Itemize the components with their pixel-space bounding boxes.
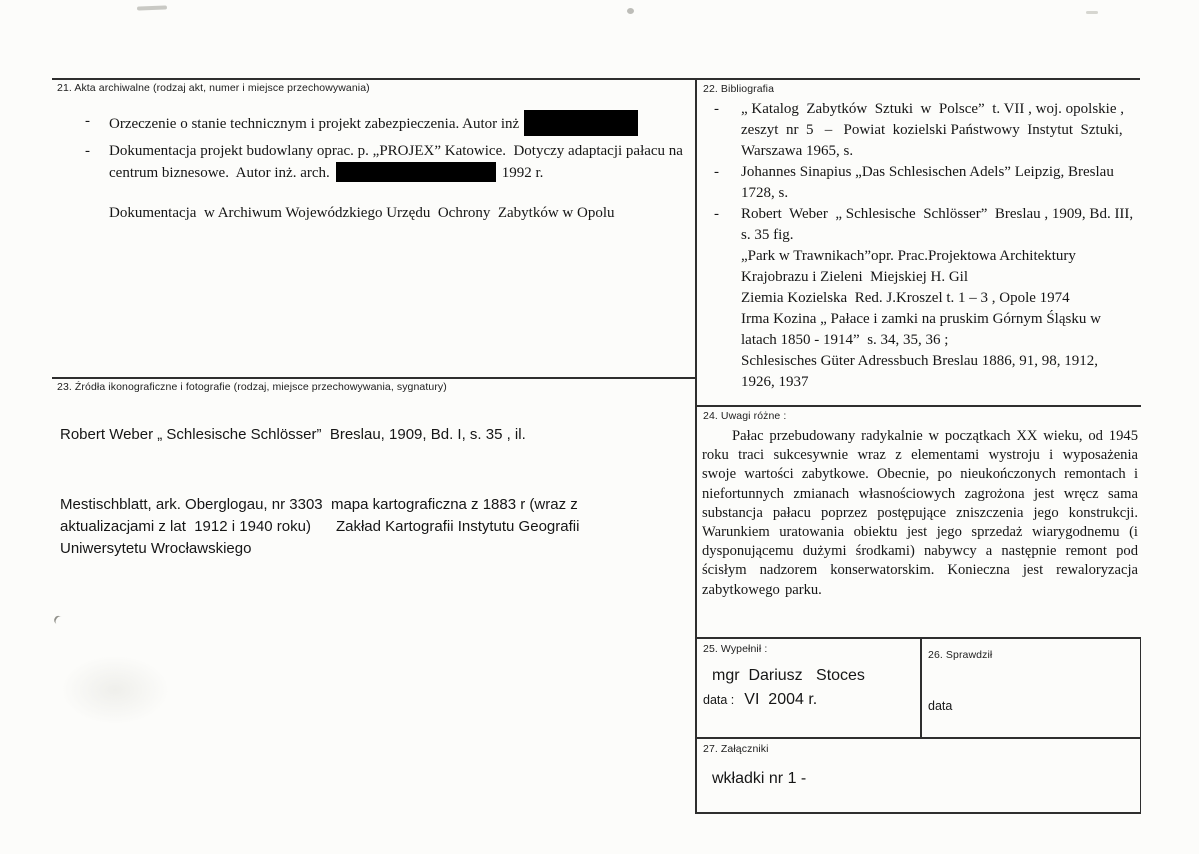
bibliography-entry <box>714 99 1138 162</box>
divider-section27-horizontal <box>695 737 1141 739</box>
section-21-content <box>85 110 693 224</box>
archival-item-2-text <box>109 140 693 184</box>
section-21-label: 21. Akta archiwalne (rodzaj akt, numer i miejsce przechowywania) <box>57 82 370 94</box>
divider-bottom-horizontal <box>695 812 1141 814</box>
redaction-bar <box>336 162 496 182</box>
list-dash: - <box>85 113 90 129</box>
bibliography-entry <box>714 288 1138 309</box>
bibliography-text: Schlesisches Güter Adressbuch Breslau 1886, 91, 98, 1912, 1926, 1937 <box>741 353 1106 390</box>
bibliography-text: Ziemia Kozielska Red. J.Kroszel t. 1 – 3 , Opole 1974 <box>741 290 1070 306</box>
archival-note: Dokumentacja w Archiwum Wojewódzkiego Urzędu Ochrony Zabytków w Opolu <box>109 205 615 221</box>
iconographic-source-1: Robert Weber „ Schlesische Schlösser” Breslau, 1909, Bd. I, s. 35 , il. <box>60 426 526 443</box>
list-dash: - <box>714 164 719 180</box>
section-27-label: 27. Załączniki <box>703 743 769 755</box>
attachments-text: wkładki nr 1 - <box>712 770 807 787</box>
bibliography-text: Irma Kozina „ Pałace i zamki na pruskim Górnym Śląsku w latach 1850 - 1914” s. 34, 35, 36 ; <box>741 311 1105 348</box>
redaction-bar <box>524 110 638 136</box>
remarks-paragraph: Pałac przebudowany radykalnie w początkach XX wieku, od 1945 roku traci sukcesywnie wraz z elementami wystroju i wyposażenia swoje wartości zabytkowe. Obecnie, po nieukończonych remontach i niefortunnych zmianach własnościowych zagrożona jest wręcz sama substancja pałacu poprzez postępujące zniszczenia jego konstrukcji. Warunkiem uratowania obiektu jest jego sprzedaż wiarygodnemu (i dysponującemu dużymi środkami) nabywcy a następnie remont pod ścisłym nadzorem konserwatorskim. Konieczna jest rewaloryzacja zabytkowego parku. <box>702 428 1138 598</box>
divider-section23-horizontal <box>52 377 695 379</box>
divider-top-horizontal <box>52 78 1140 80</box>
archival-item-2-post: 1992 r. <box>501 165 544 181</box>
bibliography-text: Johannes Sinapius „Das Schlesischen Adels” Leipzig, Breslau 1728, s. <box>741 164 1118 201</box>
archival-item-2 <box>85 140 693 184</box>
section-26-label: 26. Sprawdził <box>928 649 993 661</box>
section-22-label: 22. Bibliografia <box>703 83 775 95</box>
scan-artifact <box>137 5 167 10</box>
scan-artifact <box>60 655 170 725</box>
bibliography-entry <box>714 246 1138 288</box>
section-23-label: 23. Źródła ikonograficzne i fotografie (rodzaj, miejsce przechowywania, sygnatury) <box>57 381 447 393</box>
list-dash: - <box>714 206 719 222</box>
scan-artifact <box>1086 11 1098 14</box>
bibliography-entry <box>714 309 1138 351</box>
filled-by-name: mgr Dariusz Stoces <box>712 667 865 684</box>
section-25-label: 25. Wypełnił : <box>703 643 768 655</box>
archival-item-1-pre: Orzeczenie o stanie technicznym i projekt zabezpieczenia. Autor inż <box>109 116 520 132</box>
list-dash: - <box>85 143 90 159</box>
archival-item-2-pre: Dokumentacja projekt budowlany oprac. p. „PROJEX” Katowice. Dotyczy adaptacji pałacu na centrum biznesowe. Autor inż. arch. <box>109 143 687 181</box>
bibliography-text: „ Katalog Zabytków Sztuki w Polsce” t. VII , woj. opolskie , zeszyt nr 5 – Powiat kozielski Państwowy Instytut Sztuki, Warszawa 1965, s. <box>741 101 1128 159</box>
scan-artifact <box>627 8 634 14</box>
divider-center-vertical <box>695 78 697 813</box>
divider-section24-horizontal <box>695 405 1141 407</box>
iconographic-source-2: Mestischblatt, ark. Oberglogau, nr 3303 mapa kartograficzna z 1883 r (wraz z aktualizacjami z lat 1912 i 1940 roku) Zakład Kartografii Instytutu Geografii Uniwersytetu Wrocławskiego <box>60 496 584 557</box>
bibliography-entry <box>714 162 1138 204</box>
filled-by-date-row <box>703 691 817 709</box>
divider-section25-horizontal <box>695 637 1141 639</box>
bibliography-text: „Park w Trawnikach”opr. Prac.Projektowa Architektury Krajobrazu i Zieleni Miejskiej H. Gil <box>741 248 1080 285</box>
scan-artifact <box>52 614 65 627</box>
bibliography-entry <box>714 351 1138 393</box>
date-label: data : <box>703 693 735 707</box>
divider-25-26-vertical <box>920 637 922 738</box>
bibliography-text: Robert Weber „ Schlesische Schlösser” Breslau , 1909, Bd. III, s. 35 fig. <box>741 206 1137 243</box>
date-value: VI 2004 r. <box>744 691 818 708</box>
list-dash: - <box>714 101 719 117</box>
archival-item-1 <box>85 110 693 136</box>
section-24-label: 24. Uwagi różne : <box>703 410 787 422</box>
checked-by-date-label: data <box>928 699 953 713</box>
bibliography-list <box>714 99 1138 393</box>
archival-item-1-text <box>109 110 693 136</box>
divider-right-vertical <box>1140 637 1142 813</box>
bibliography-entry <box>714 204 1138 246</box>
